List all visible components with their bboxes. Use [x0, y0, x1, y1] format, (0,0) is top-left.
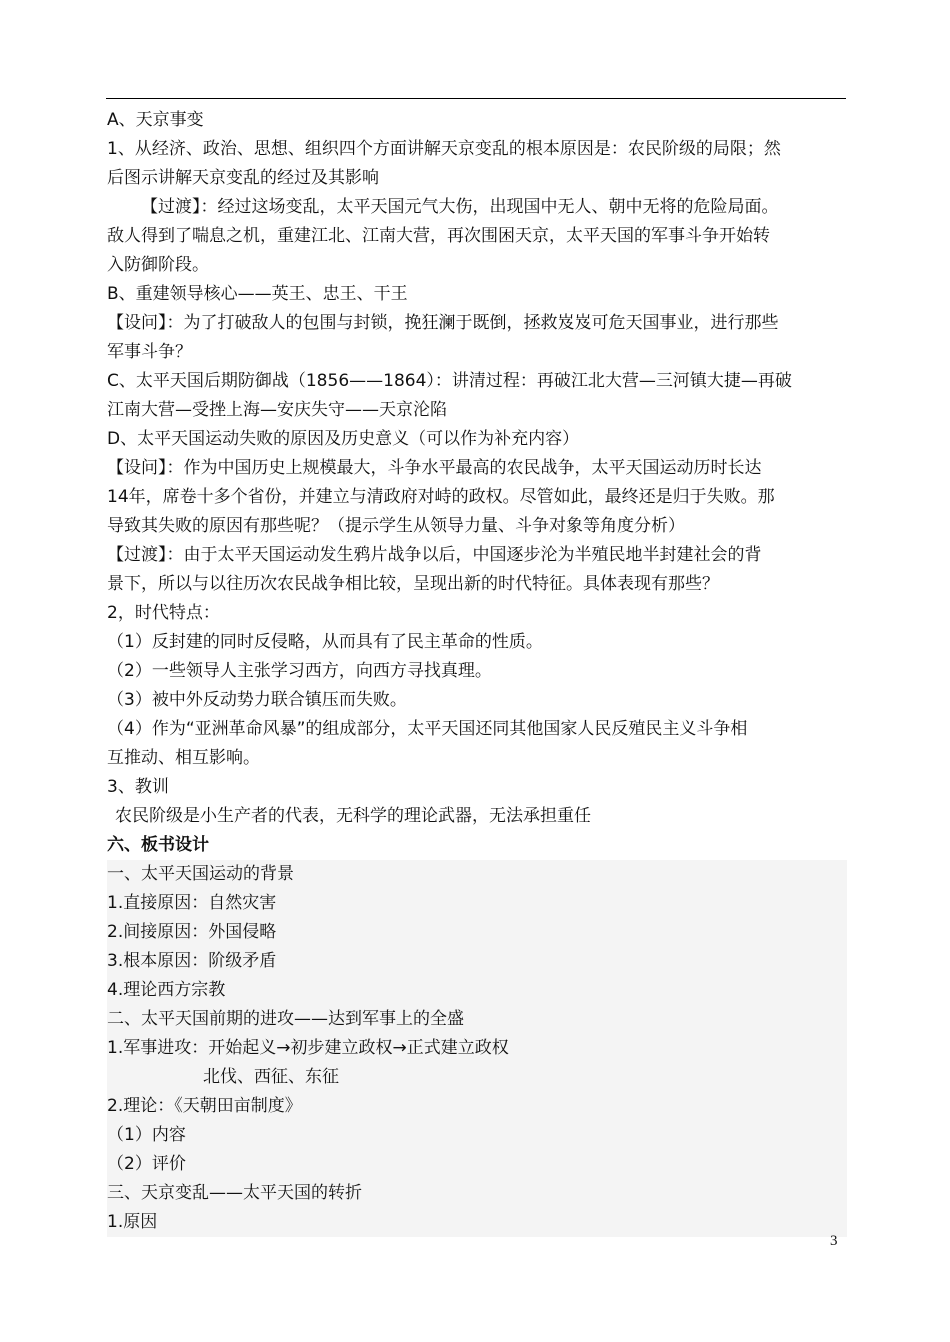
text-line: 敌人得到了喘息之机，重建江北、江南大营，再次围困天京，太平天国的军事斗争开始转 — [107, 226, 770, 246]
text-line: 2，时代特点： — [107, 603, 220, 623]
text-line: 北伐、西征、东征 — [203, 1067, 339, 1087]
text-line: 互推动、相互影响。 — [107, 748, 260, 768]
section-heading: 六、板书设计 — [107, 835, 209, 855]
text-line: （2）评价 — [107, 1150, 847, 1179]
text-line: （4）作为“亚洲革命风暴”的组成部分，太平天国还同其他国家人民反殖民主义斗争相 — [107, 719, 748, 739]
header-rule — [106, 98, 846, 99]
text-line: 1.直接原因：自然灾害 — [107, 889, 847, 918]
text-line: （2）一些领导人主张学习西方，向西方寻找真理。 — [107, 661, 492, 681]
text-line: 14年，席卷十多个省份，并建立与清政府对峙的政权。尽管如此，最终还是归于失败。那 — [107, 487, 775, 507]
document-body — [107, 106, 847, 1237]
text-line: 入防御阶段。 — [107, 255, 209, 275]
text-line: （1）反封建的同时反侵略，从而具有了民主革命的性质。 — [107, 632, 543, 652]
text-line: 3.根本原因：阶级矛盾 — [107, 947, 847, 976]
text-line: 4.理论西方宗教 — [107, 976, 847, 1005]
text-line: 【过渡】：由于太平天国运动发生鸦片战争以后，中国逐步沦为半殖民地半封建社会的背 — [107, 545, 762, 565]
text-line: 2.间接原因：外国侵略 — [107, 918, 847, 947]
text-line: 江南大营—受挫上海—安庆失守——天京沦陷 — [107, 400, 447, 420]
text-line: 【设问】：为了打破敌人的包围与封锁，挽狂澜于既倒，拯救岌岌可危天国事业，进行那些 — [107, 313, 779, 333]
text-line: 3、教训 — [107, 777, 169, 797]
text-line: 1、从经济、政治、思想、组织四个方面讲解天京变乱的根本原因是：农民阶级的局限；然 — [107, 139, 781, 159]
text-line: D、太平天国运动失败的原因及历史意义（可以作为补充内容） — [107, 429, 580, 449]
text-line: 三、天京变乱——太平天国的转折 — [107, 1179, 847, 1208]
text-line: 景下，所以与以往历次农民战争相比较，呈现出新的时代特征。具体表现有那些？ — [107, 574, 719, 594]
text-line: 1.军事进攻：开始起义→初步建立政权→正式建立政权 — [107, 1034, 847, 1063]
text-line: 一、太平天国运动的背景 — [107, 860, 847, 889]
text-line: 【过渡】：经过这场变乱，太平天国元气大伤，出现国中无人、朝中无将的危险局面。 — [141, 197, 779, 217]
text-line: B、重建领导核心——英王、忠王、干王 — [107, 284, 408, 304]
text-line: （3）被中外反动势力联合镇压而失败。 — [107, 690, 407, 710]
text-line-row — [107, 1063, 847, 1092]
text-line: （1）内容 — [107, 1121, 847, 1150]
text-line: 后图示讲解天京变乱的经过及其影响 — [107, 168, 379, 188]
text-line: 农民阶级是小生产者的代表，无科学的理论武器，无法承担重任 — [115, 806, 591, 826]
text-line: C、太平天国后期防御战（1856——1864）：讲清过程：再破江北大营—三河镇大捷—再破 — [107, 371, 792, 391]
text-line: 二、太平天国前期的进攻——达到军事上的全盛 — [107, 1005, 847, 1034]
text-line: 军事斗争？ — [107, 342, 192, 362]
page-number: 3 — [830, 1233, 838, 1249]
text-line: 【设问】：作为中国历史上规模最大，斗争水平最高的农民战争，太平天国运动历时长达 — [107, 458, 762, 478]
text-line: 导致其失败的原因有那些呢？（提示学生从领导力量、斗争对象等角度分析） — [107, 516, 685, 536]
text-line: A、天京事变 — [107, 110, 204, 130]
text-line: 2.理论：《天朝田亩制度》 — [107, 1092, 847, 1121]
text-line: 1.原因 — [107, 1208, 847, 1237]
